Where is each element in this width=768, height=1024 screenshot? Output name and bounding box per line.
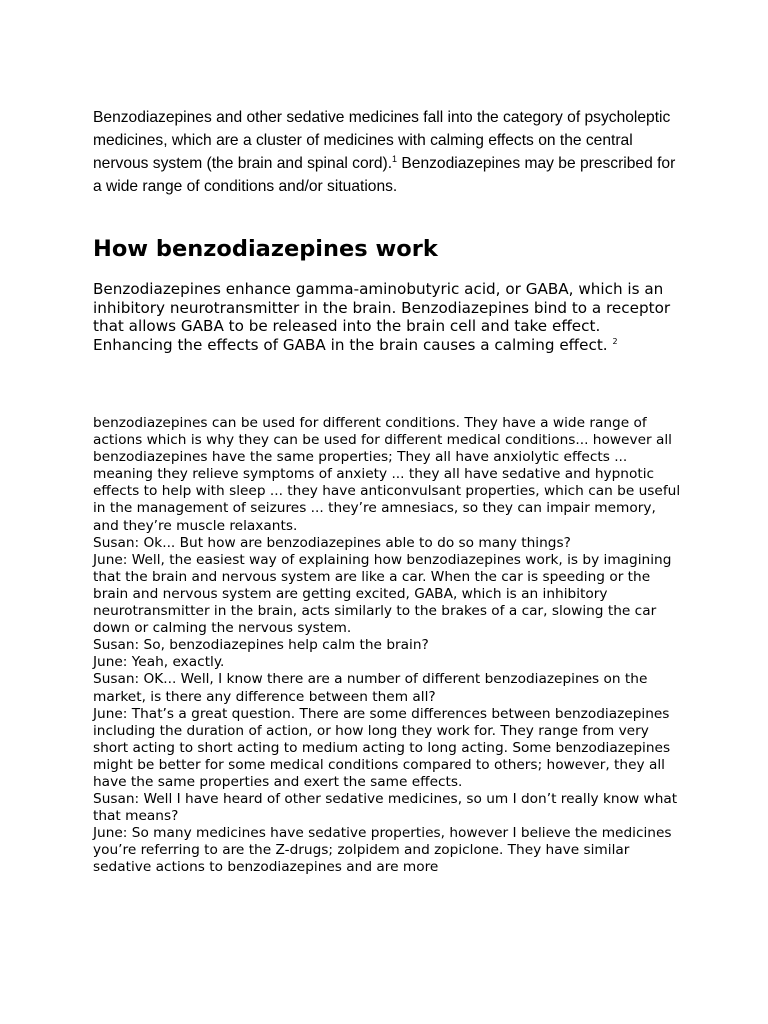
- interview-transcript: [93, 415, 683, 877]
- transcript-line: June: So many medicines have sedative properties, however I believe the medicines you’re referring to are the Z-drugs; zolpidem and zopiclone. They have similar sedative actions to benzodiazepines and are more: [93, 825, 672, 876]
- footnote-ref-1: 1: [392, 153, 398, 164]
- transcript-line: Susan: So, benzodiazepines help calm the brain?: [93, 637, 429, 654]
- intro-text: Benzodiazepines and other sedative medicines fall into the category of psycholeptic medicines, which are a cluster of medicines with calming effects on the central nervous system (the brain and spinal cord).: [93, 109, 671, 172]
- mechanism-paragraph: [93, 280, 683, 354]
- transcript-line: June: Well, the easiest way of explaining how benzodiazepines work, is by imagining that the brain and nervous system are like a car. When the car is speeding or the brain and nervous system are getting excited, GABA, which is an inhibitory neurotransmitter in the brain, acts similarly to the brakes of a car, slowing the car down or calming the nervous system.: [93, 551, 672, 637]
- transcript-line: June: That’s a great question. There are some differences between benzodiazepines including the duration of action, or how long they work for. They range from very short acting to short acting to medium acting to long acting. Some benzodiazepines might be better for some medical conditions compared to others; however, they all have the same properties and exert the same effects.: [93, 705, 671, 790]
- transcript-line: Susan: Ok... But how are benzodiazepines able to do so many things?: [93, 534, 571, 551]
- intro-paragraph: [93, 106, 683, 198]
- mechanism-text: Benzodiazepines enhance gamma-aminobutyric acid, or GABA, which is an inhibitory neurotransmitter in the brain. Benzodiazepines bind to a receptor that allows GABA to be released into the brain cell and take effect. Enhancing the effects of GABA in the brain causes a calming effect.: [93, 280, 671, 354]
- transcript-line: June: Yeah, exactly.: [93, 654, 225, 671]
- transcript-line: Susan: Well I have heard of other sedative medicines, so um I don’t really know what that means?: [93, 791, 678, 825]
- transcript-line: benzodiazepines can be used for different conditions. They have a wide range of actions which is why they can be used for different medical conditions... however all benzodiazepines have the same properties; They all have anxiolytic effects ... meaning they relieve symptoms of anxiety ... they all have sedative and hypnotic effects to help with sleep ... they have anticonvulsant properties, which can be useful in the management of seizures ... they’re amnesiacs, so they can impair memory, and they’re muscle relaxants.: [93, 415, 681, 534]
- intro-text-continued: Benzodiazepines may be prescribed for a wide range of conditions and/or situations.: [93, 155, 676, 195]
- transcript-line: Susan: OK... Well, I know there are a number of different benzodiazepines on the market, is there any difference between them all?: [93, 671, 648, 705]
- footnote-ref-2: 2: [612, 336, 618, 346]
- section-heading: How benzodiazepines work: [93, 236, 438, 262]
